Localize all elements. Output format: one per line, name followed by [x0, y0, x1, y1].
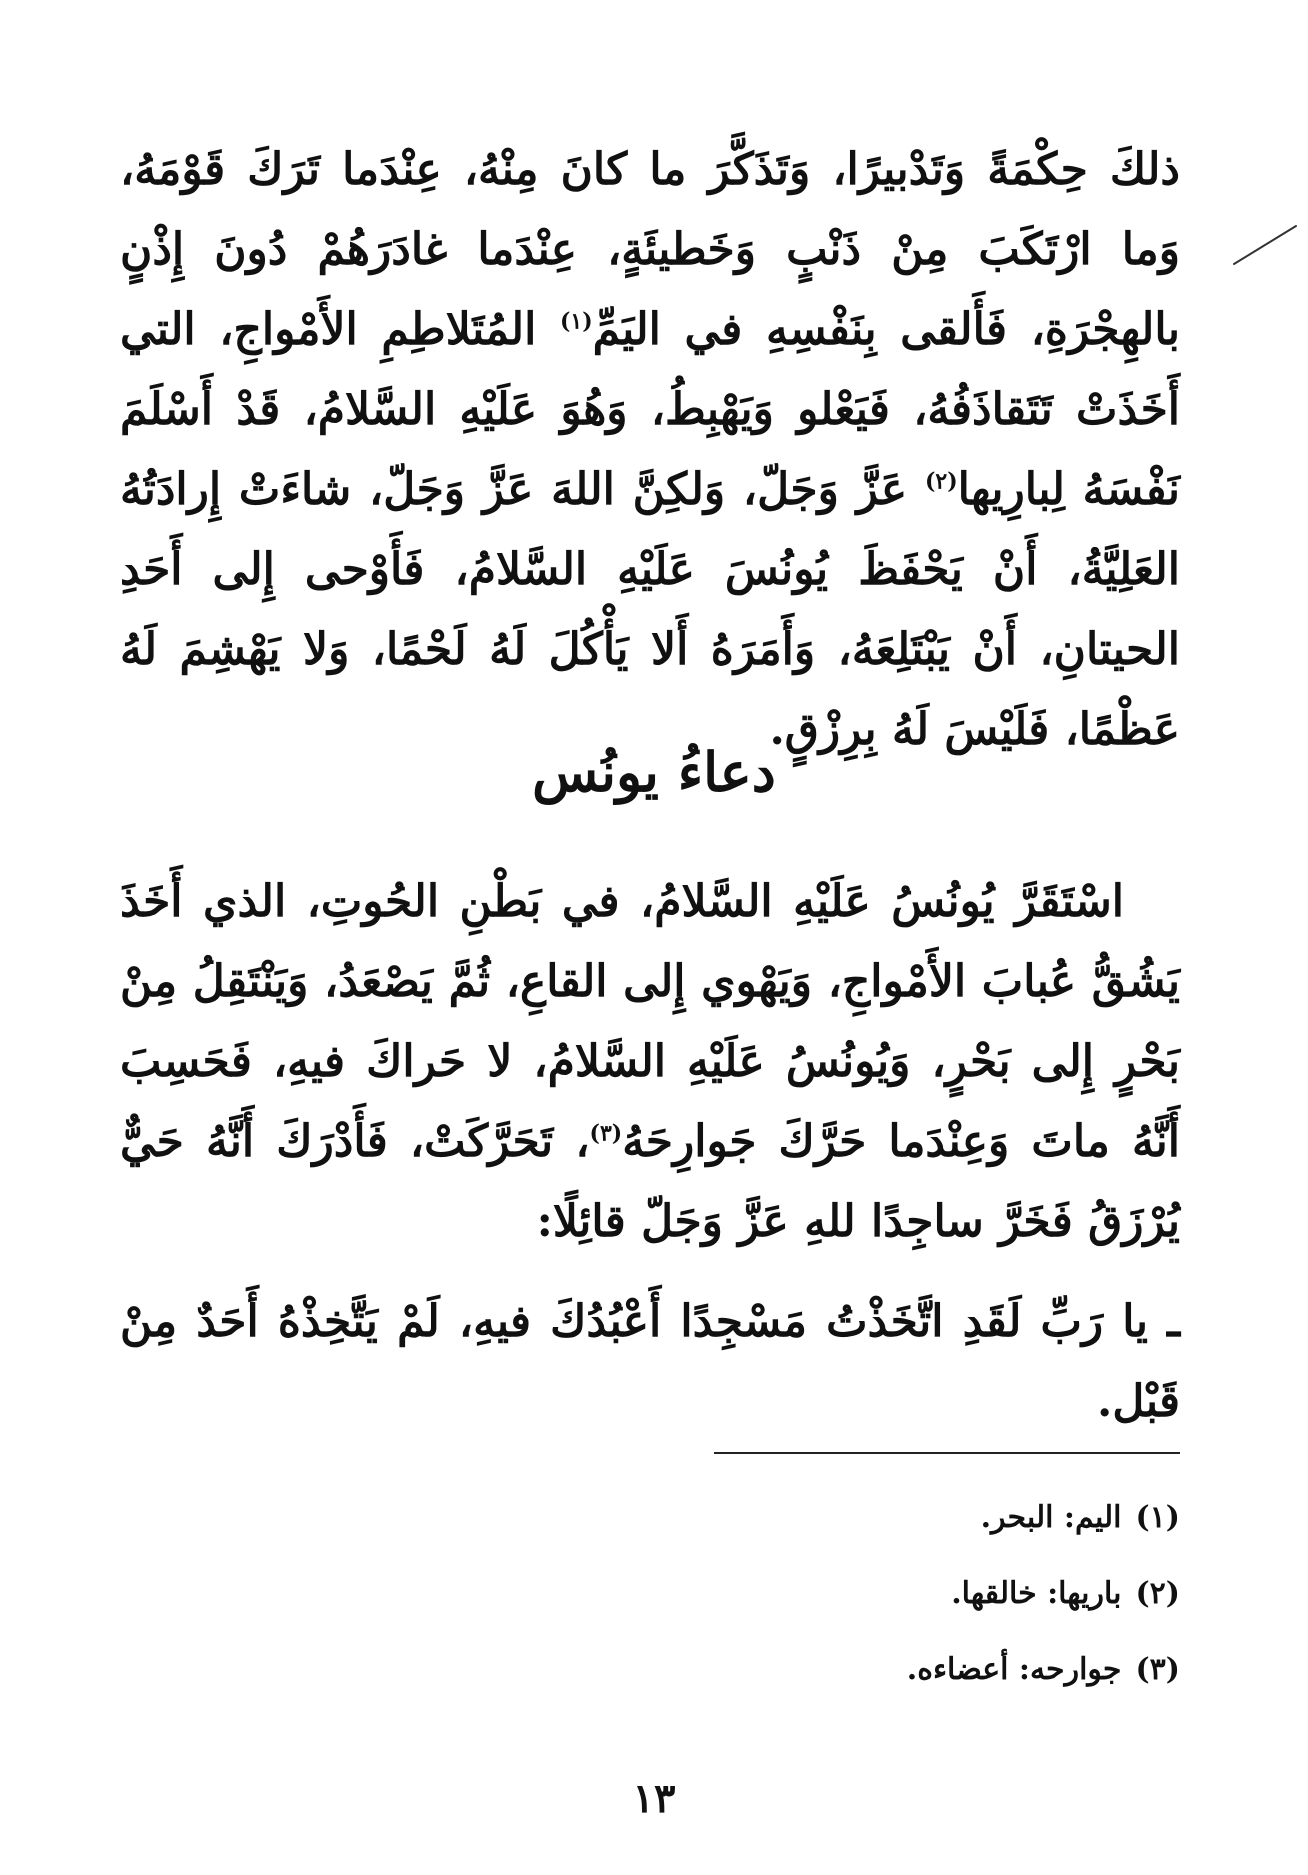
page-number: ١٣: [632, 1775, 676, 1822]
footnote-ref-2[interactable]: (٢): [924, 468, 958, 495]
footnote-text: جوارحه: أعضاءه.: [906, 1652, 1122, 1687]
paragraph-1-part-b: المُتَلاطِمِ الأَمْواجِ، التي أَخَذَتْ تَتَقاذَفُهُ، فَيَعْلو وَيَهْبِطُ، وَهُوَ عَلَيْهِ السَّلامُ، قَدْ أَسْلَمَ نَفْسَهُ لِبارِيها: [120, 304, 1180, 515]
footnote-divider: [714, 1452, 1180, 1454]
footnote-marker: (٣): [1135, 1652, 1180, 1687]
footnote-text: باريها: خالقها.: [951, 1576, 1122, 1611]
paragraph-story-continued: [120, 130, 1180, 770]
paragraph-1-part-c: عَزَّ وَجَلّ، وَلكِنَّ اللهَ عَزَّ وَجَلّ، شاءَتْ إِرادَتُهُ العَلِيَّةُ، أَنْ يَحْفَظَ يُونُسَ عَلَيْهِ السَّلامُ، فَأَوْحى إِلى أَحَدِ الحيتانِ، أَنْ يَبْتَلِعَهُ، وَأَمَرَهُ أَلا يَأْكُلَ لَهُ لَحْمًا، وَلا يَهْشِمَ لَهُ عَظْمًا، فَلَيْسَ لَهُ بِرِزْقٍ.: [120, 464, 1180, 755]
paragraph-prayer-quote: ـ يا رَبِّ لَقَدِ اتَّخَذْتُ مَسْجِدًا أَعْبُدُكَ فيهِ، لَمْ يَتَّخِذْهُ أَحَدٌ مِنْ قَبْل.: [120, 1296, 1180, 1427]
footnote-marker: (١): [1135, 1500, 1180, 1535]
paragraph-yunus-prayer-intro: [120, 862, 1180, 1262]
paragraph-2-part-b: ، تَحَرَّكَتْ، فَأَدْرَكَ أَنَّهُ حَيٌّ يُرْزَقُ فَخَرَّ ساجِدًا للهِ عَزَّ وَجَلّ قائِلًا:: [120, 1116, 1180, 1247]
footnote-item: [480, 1480, 1180, 1556]
paragraph-1-part-a: ذلكَ حِكْمَةً وَتَدْبيرًا، وَتَذَكَّرَ ما كانَ مِنْهُ، عِنْدَما تَرَكَ قَوْمَهُ، وَما ارْتَكَبَ مِنْ ذَنْبٍ وَخَطيئَةٍ، عِنْدَما غادَرَهُمْ دُونَ إِذْنٍ بالهِجْرَةِ، فَأَلقى بِنَفْسِهِ في اليَمِّ: [120, 144, 1180, 355]
footnote-marker: (٢): [1135, 1576, 1180, 1611]
footnote-item: [480, 1632, 1180, 1708]
footnote-text: اليم: البحر.: [980, 1500, 1122, 1535]
footnote-ref-3[interactable]: (٣): [589, 1120, 623, 1147]
paragraph-2-part-a: اسْتَقَرَّ يُونُسُ عَلَيْهِ السَّلامُ، في بَطْنِ الحُوتِ، الذي أَخَذَ يَشُقُّ عُبابَ الأَمْواجِ، وَيَهْوي إِلى القاعِ، ثُمَّ يَصْعَدُ، وَيَنْتَقِلُ مِنْ بَحْرٍ إِلى بَحْرٍ، وَيُونُسُ عَلَيْهِ السَّلامُ، لا حَراكَ فيهِ، فَحَسِبَ أَنَّهُ ماتَ وَعِنْدَما حَرَّكَ جَوارِحَهُ: [120, 876, 1181, 1167]
footnote-ref-1[interactable]: (١): [560, 308, 593, 335]
footnotes-list: [480, 1480, 1180, 1708]
footnote-item: [480, 1556, 1180, 1632]
pen-stroke-mark: [1230, 220, 1300, 270]
section-heading: دعاءُ يونُس: [532, 740, 776, 804]
